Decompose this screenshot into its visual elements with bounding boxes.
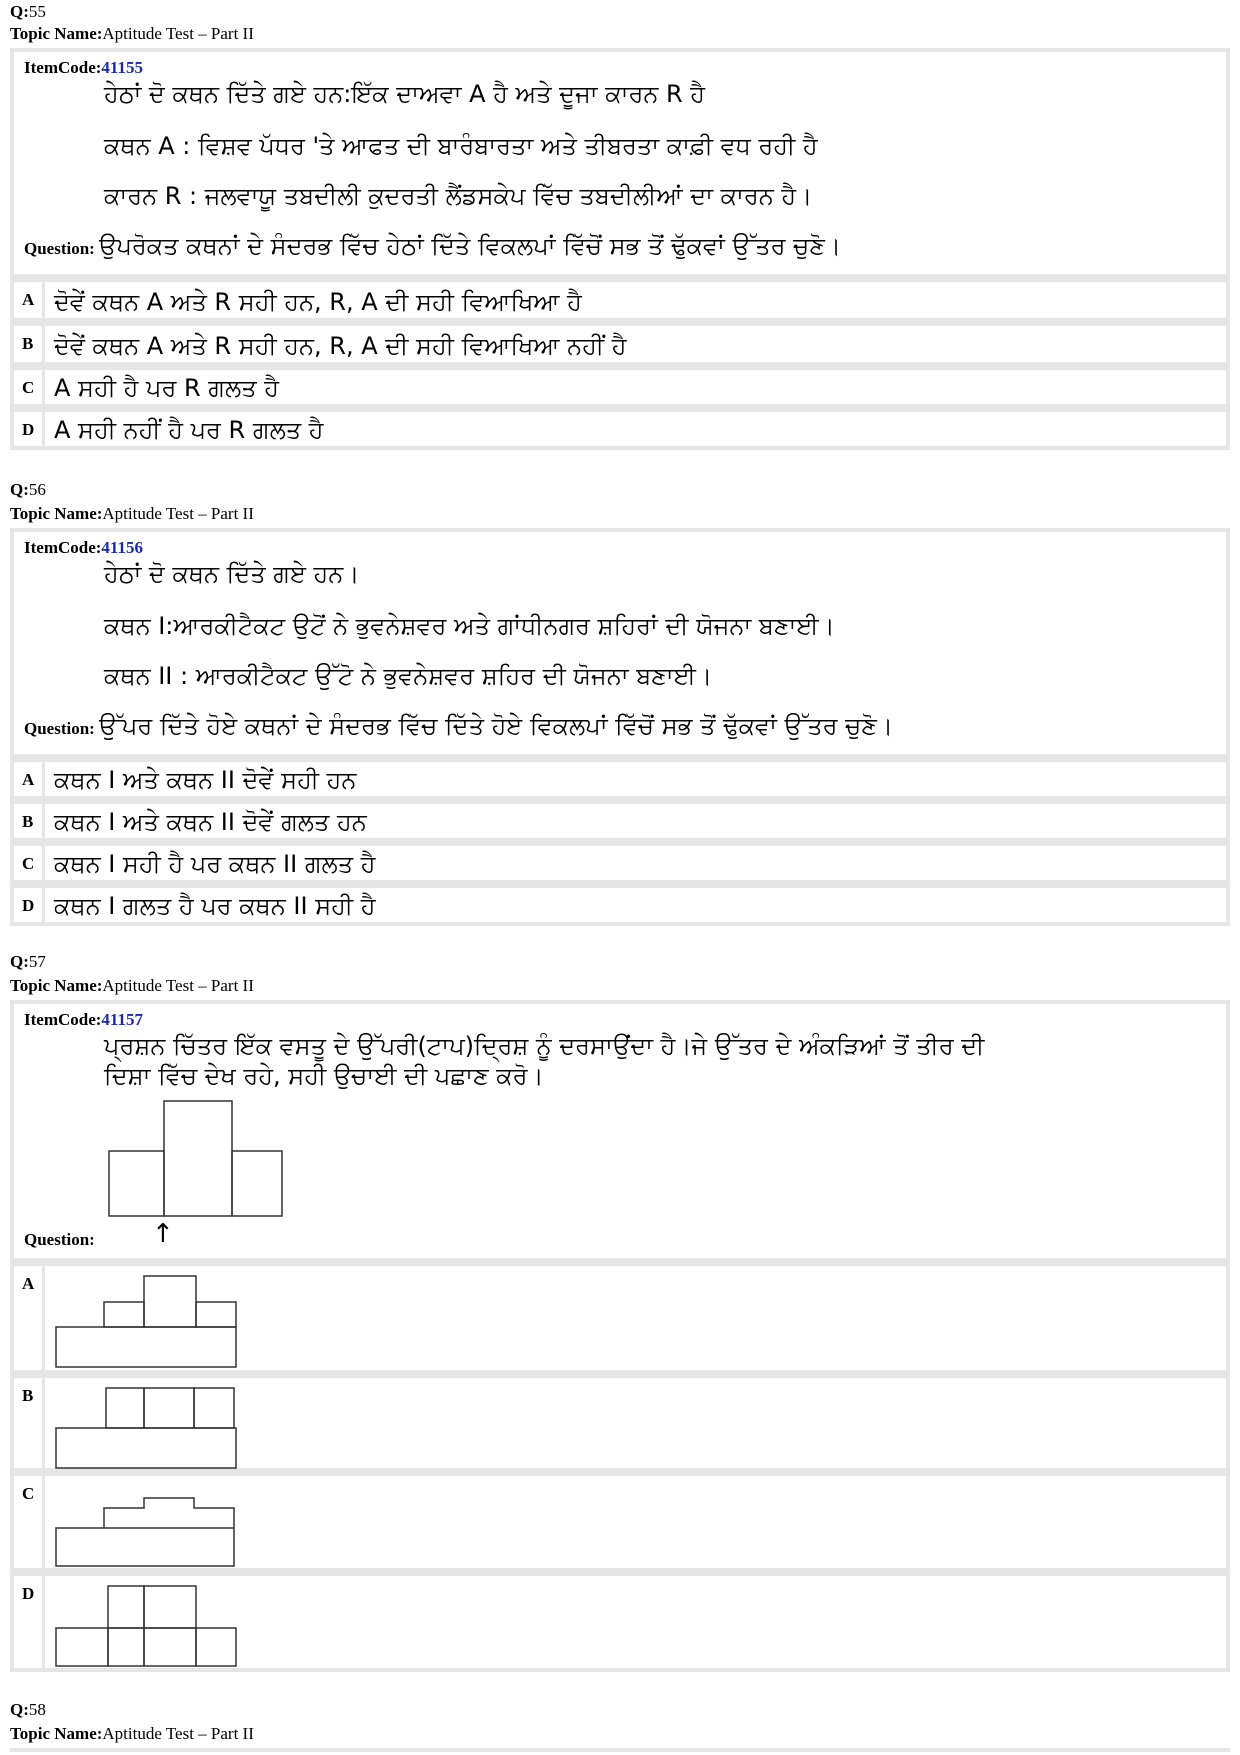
q56-option-d[interactable]: D ਕਥਨ I ਗਲਤ ਹੈ ਪਰ ਕਥਨ II ਸਹੀ ਹੈ	[10, 884, 1230, 926]
q57-option-c-figure	[54, 1480, 244, 1572]
q57-option-b[interactable]: B	[10, 1374, 1230, 1472]
q55-option-d[interactable]: D A ਸਹੀ ਨਹੀਂ ਹੈ ਪਰ R ਗਲਤ ਹੈ	[10, 408, 1230, 450]
q55-line-1: ਹੇਠਾਂ ਦੋ ਕਥਨ ਦਿੱਤੇ ਗਏ ਹਨ:ਇੱਕ ਦਾਅਵਾ A ਹੈ ਅਤੇ ਦੂਜਾ ਕਾਰਨ R ਹੈ	[104, 80, 706, 108]
q55-option-b[interactable]: B ਦੋਵੇਂ ਕਥਨ A ਅਤੇ R ਸਹੀ ਹਨ, R, A ਦੀ ਸਹੀ ਵਿਆਖਿਆ ਨਹੀਂ ਹੈ	[10, 322, 1230, 366]
q56-option-a[interactable]: A ਕਥਨ I ਅਤੇ ਕਥਨ II ਦੋਵੇਂ ਸਹੀ ਹਨ	[10, 758, 1230, 800]
q57-question-label: Question:	[24, 1230, 95, 1249]
q58-number: Q:58	[10, 1700, 46, 1719]
q57-itemcode: ItemCode:41157	[24, 1010, 143, 1029]
q56-line-3: ਕਥਨ II : ਆਰਕੀਟੈਕਟ ਉੱਟੋ ਨੇ ਭੁਵਨੇਸ਼ਵਰ ਸ਼ਹਿਰ ਦੀ ਯੋਜਨਾ ਬਣਾਈ।	[104, 662, 713, 690]
q56-topic: Topic Name:Aptitude Test – Part II	[10, 504, 254, 523]
q57-option-d-figure	[54, 1580, 244, 1672]
q55-itemcode: ItemCode:41155	[24, 58, 143, 77]
q57-top-view-figure	[104, 1096, 294, 1246]
q55-line-3: ਕਾਰਨ R : ਜਲਵਾਯੂ ਤਬਦੀਲੀ ਕੁਦਰਤੀ ਲੈਂਡਸਕੇਪ ਵਿੱਚ ਤਬਦੀਲੀਆਂ ਦਾ ਕਾਰਨ ਹੈ।	[104, 182, 813, 210]
q55-question: Question: ਉਪਰੋਕਤ ਕਥਨਾਂ ਦੇ ਸੰਦਰਭ ਵਿੱਚ ਹੇਠਾਂ ਦਿੱਤੇ ਵਿਕਲਪਾਂ ਵਿੱਚੋਂ ਸਭ ਤੋਂ ਢੁੱਕਵਾਂ ਉੱਤਰ ਚੁਣੋ।	[24, 232, 842, 260]
q56-option-c[interactable]: C ਕਥਨ I ਸਹੀ ਹੈ ਪਰ ਕਥਨ II ਗਲਤ ਹੈ	[10, 842, 1230, 884]
q56-number: Q:56	[10, 480, 46, 499]
q57-option-a-figure	[54, 1272, 244, 1372]
q57-number: Q:57	[10, 952, 46, 971]
q55-option-c[interactable]: C A ਸਹੀ ਹੈ ਪਰ R ਗਲਤ ਹੈ	[10, 366, 1230, 408]
q56-option-b[interactable]: B ਕਥਨ I ਅਤੇ ਕਥਨ II ਦੋਵੇਂ ਗਲਤ ਹਨ	[10, 800, 1230, 842]
q57-line-1: ਪ੍ਰਸ਼ਨ ਚਿੱਤਰ ਇੱਕ ਵਸਤੂ ਦੇ ਉੱਪਰੀ(ਟਾਪ)ਦ੍ਰਿਸ਼ ਨੂੰ ਦਰਸਾਉਂਦਾ ਹੈ।ਜੇ ਉੱਤਰ ਦੇ ਅੰਕੜਿਆਂ ਤੋਂ ਤੀਰ ਦੀ	[104, 1032, 985, 1060]
q57-arrow-icon: ↑	[152, 1219, 174, 1246]
q57-topic: Topic Name:Aptitude Test – Part II	[10, 976, 254, 995]
q56-question: Question: ਉੱਪਰ ਦਿੱਤੇ ਹੋਏ ਕਥਨਾਂ ਦੇ ਸੰਦਰਭ ਵਿੱਚ ਦਿੱਤੇ ਹੋਏ ਵਿਕਲਪਾਂ ਵਿੱਚੋਂ ਸਭ ਤੋਂ ਢੁੱਕਵਾਂ ਉੱਤਰ ਚੁਣੋ।	[24, 712, 894, 740]
q55-number: Q:55	[10, 2, 46, 21]
q57-option-c[interactable]: C	[10, 1472, 1230, 1572]
q56-stem-panel	[10, 528, 1230, 758]
q57-line-2: ਦਿਸ਼ਾ ਵਿੱਚ ਦੇਖ ਰਹੇ, ਸਹੀ ਉਚਾਈ ਦੀ ਪਛਾਣ ਕਰੋ।	[104, 1062, 544, 1090]
q55-option-a[interactable]: A ਦੋਵੇਂ ਕਥਨ A ਅਤੇ R ਸਹੀ ਹਨ, R, A ਦੀ ਸਹੀ ਵਿਆਖਿਆ ਹੈ	[10, 278, 1230, 322]
q55-stem-panel	[10, 48, 1230, 278]
q55-line-2: ਕਥਨ A : ਵਿਸ਼ਵ ਪੱਧਰ 'ਤੇ ਆਫਤ ਦੀ ਬਾਰੰਬਾਰਤਾ ਅਤੇ ਤੀਬਰਤਾ ਕਾਫ਼ੀ ਵਧ ਰਹੀ ਹੈ	[104, 132, 818, 160]
q58-panel-edge	[10, 1748, 1230, 1752]
q58-topic: Topic Name:Aptitude Test – Part II	[10, 1724, 254, 1743]
q56-line-2: ਕਥਨ I:ਆਰਕੀਟੈਕਟ ਉਟੋਂ ਨੇ ਭੁਵਨੇਸ਼ਵਰ ਅਤੇ ਗਾਂਧੀਨਗਰ ਸ਼ਹਿਰਾਂ ਦੀ ਯੋਜਨਾ ਬਣਾਈ।	[104, 612, 835, 640]
q56-itemcode: ItemCode:41156	[24, 538, 143, 557]
q56-line-1: ਹੇਠਾਂ ਦੋ ਕਥਨ ਦਿੱਤੇ ਗਏ ਹਨ।	[104, 560, 360, 588]
q57-option-a[interactable]: A	[10, 1262, 1230, 1374]
q57-stem-panel	[10, 1000, 1230, 1262]
q57-option-d[interactable]: D	[10, 1572, 1230, 1672]
q55-topic: Topic Name:Aptitude Test – Part II	[10, 24, 254, 43]
q57-option-b-figure	[54, 1382, 244, 1472]
